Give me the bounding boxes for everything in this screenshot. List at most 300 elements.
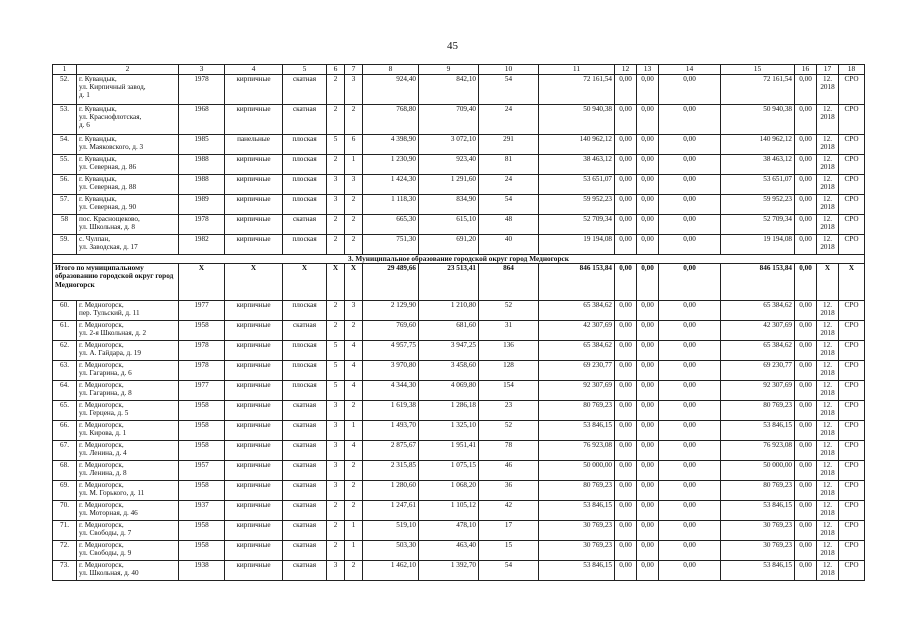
row-total-area: 1 462,10	[363, 561, 419, 581]
row-wall-material: кирпичные	[225, 481, 283, 501]
row-residents: 78	[479, 441, 539, 461]
row-method: СРО	[839, 481, 865, 501]
row-c14: 0,00	[659, 461, 721, 481]
row-residents: 24	[479, 104, 539, 134]
row-term: 12. 2018	[817, 321, 839, 341]
row-roof-type: скатная	[283, 401, 327, 421]
column-header-5: 5	[283, 65, 327, 75]
total-c3: X	[179, 264, 225, 301]
row-c12: 0,00	[615, 421, 637, 441]
row-number: 61.	[53, 321, 77, 341]
row-c14: 0,00	[659, 74, 721, 104]
row-entrances: 2	[345, 194, 363, 214]
table-row	[53, 421, 865, 441]
row-floors: 2	[327, 104, 345, 134]
column-header-1: 1	[53, 65, 77, 75]
row-roof-type: скатная	[283, 521, 327, 541]
row-area-premises: 709,40	[419, 104, 479, 134]
total-c15: 846 153,84	[721, 264, 795, 301]
row-number: 68.	[53, 461, 77, 481]
row-entrances: 4	[345, 381, 363, 401]
row-cost: 80 769,23	[539, 401, 615, 421]
row-c13: 0,00	[637, 501, 659, 521]
row-number: 57.	[53, 194, 77, 214]
row-cost: 53 651,07	[539, 174, 615, 194]
row-area-premises: 3 072,10	[419, 134, 479, 154]
row-year: 1977	[179, 381, 225, 401]
row-total-area: 503,30	[363, 541, 419, 561]
row-wall-material: кирпичные	[225, 521, 283, 541]
row-area-premises: 1 392,70	[419, 561, 479, 581]
total-residents: 864	[479, 264, 539, 301]
row-c15: 76 923,08	[721, 441, 795, 461]
row-c13: 0,00	[637, 361, 659, 381]
row-c12: 0,00	[615, 174, 637, 194]
row-year: 1958	[179, 481, 225, 501]
row-entrances: 3	[345, 74, 363, 104]
row-residents: 54	[479, 561, 539, 581]
row-entrances: 2	[345, 501, 363, 521]
row-residents: 52	[479, 421, 539, 441]
row-cost: 59 952,23	[539, 194, 615, 214]
row-c12: 0,00	[615, 561, 637, 581]
row-residents: 46	[479, 461, 539, 481]
row-c12: 0,00	[615, 301, 637, 321]
table-body-mednogorsk	[53, 301, 865, 581]
row-entrances: 4	[345, 361, 363, 381]
row-c14: 0,00	[659, 381, 721, 401]
table-row	[53, 74, 865, 104]
row-method: СРО	[839, 134, 865, 154]
row-entrances: 6	[345, 134, 363, 154]
row-total-area: 768,80	[363, 104, 419, 134]
total-c18: X	[839, 264, 865, 301]
row-area-premises: 842,10	[419, 74, 479, 104]
row-entrances: 2	[345, 321, 363, 341]
row-c15: 72 161,54	[721, 74, 795, 104]
row-wall-material: кирпичные	[225, 561, 283, 581]
row-wall-material: кирпичные	[225, 214, 283, 234]
row-c13: 0,00	[637, 441, 659, 461]
row-c12: 0,00	[615, 361, 637, 381]
row-entrances: 1	[345, 154, 363, 174]
row-residents: 81	[479, 154, 539, 174]
row-entrances: 3	[345, 301, 363, 321]
row-total-area: 1 247,61	[363, 501, 419, 521]
row-term: 12. 2018	[817, 421, 839, 441]
row-wall-material: кирпичные	[225, 461, 283, 481]
row-address: г. Медногорск, ул. М. Горького, д. 11	[77, 481, 179, 501]
row-residents: 54	[479, 194, 539, 214]
table-row	[53, 521, 865, 541]
row-c14: 0,00	[659, 541, 721, 561]
row-area-premises: 681,60	[419, 321, 479, 341]
row-floors: 2	[327, 154, 345, 174]
row-c15: 53 846,15	[721, 421, 795, 441]
row-residents: 15	[479, 541, 539, 561]
row-c16: 0,00	[795, 521, 817, 541]
row-c15: 53 651,07	[721, 174, 795, 194]
row-entrances: 1	[345, 521, 363, 541]
table-row	[53, 301, 865, 321]
row-wall-material: кирпичные	[225, 154, 283, 174]
row-c13: 0,00	[637, 481, 659, 501]
row-roof-type: плоская	[283, 361, 327, 381]
table-row	[53, 214, 865, 234]
total-c6: X	[327, 264, 345, 301]
row-wall-material: кирпичные	[225, 401, 283, 421]
total-c13: 0,00	[637, 264, 659, 301]
row-method: СРО	[839, 234, 865, 254]
row-roof-type: плоская	[283, 234, 327, 254]
total-c16: 0,00	[795, 264, 817, 301]
row-cost: 65 384,62	[539, 341, 615, 361]
row-residents: 17	[479, 521, 539, 541]
row-roof-type: скатная	[283, 321, 327, 341]
row-method: СРО	[839, 461, 865, 481]
row-floors: 3	[327, 421, 345, 441]
column-header-16: 16	[795, 65, 817, 75]
row-floors: 2	[327, 234, 345, 254]
row-number: 63.	[53, 361, 77, 381]
row-c15: 80 769,23	[721, 481, 795, 501]
row-area-premises: 1 210,80	[419, 301, 479, 321]
row-c12: 0,00	[615, 74, 637, 104]
row-residents: 291	[479, 134, 539, 154]
row-roof-type: скатная	[283, 441, 327, 461]
row-residents: 40	[479, 234, 539, 254]
total-row	[53, 264, 865, 301]
row-c15: 69 230,77	[721, 361, 795, 381]
row-c12: 0,00	[615, 381, 637, 401]
column-header-10: 10	[479, 65, 539, 75]
row-c12: 0,00	[615, 154, 637, 174]
column-header-17: 17	[817, 65, 839, 75]
row-floors: 5	[327, 381, 345, 401]
row-year: 1958	[179, 541, 225, 561]
row-method: СРО	[839, 441, 865, 461]
row-year: 1988	[179, 174, 225, 194]
row-c15: 42 307,69	[721, 321, 795, 341]
row-residents: 154	[479, 381, 539, 401]
row-residents: 54	[479, 74, 539, 104]
table-body-kuvandyk	[53, 74, 865, 254]
row-number: 69.	[53, 481, 77, 501]
row-area-premises: 691,20	[419, 234, 479, 254]
row-method: СРО	[839, 214, 865, 234]
row-address: г. Медногорск, ул. Герцена, д. 5	[77, 401, 179, 421]
row-c13: 0,00	[637, 234, 659, 254]
row-wall-material: кирпичные	[225, 541, 283, 561]
row-residents: 52	[479, 301, 539, 321]
row-year: 1957	[179, 461, 225, 481]
row-c14: 0,00	[659, 234, 721, 254]
table-body-section	[53, 254, 865, 300]
row-roof-type: скатная	[283, 501, 327, 521]
row-floors: 5	[327, 341, 345, 361]
row-number: 67.	[53, 441, 77, 461]
row-c16: 0,00	[795, 194, 817, 214]
row-area-premises: 1 075,15	[419, 461, 479, 481]
row-c15: 53 846,15	[721, 501, 795, 521]
table-row	[53, 441, 865, 461]
row-c13: 0,00	[637, 421, 659, 441]
total-area2: 23 513,41	[419, 264, 479, 301]
row-address: г. Медногорск, ул. Моторная, д. 46	[77, 501, 179, 521]
row-year: 1958	[179, 421, 225, 441]
row-c16: 0,00	[795, 154, 817, 174]
row-number: 58	[53, 214, 77, 234]
row-c15: 19 194,08	[721, 234, 795, 254]
row-method: СРО	[839, 194, 865, 214]
row-floors: 5	[327, 134, 345, 154]
row-address: пос. Краснощеково, ул. Школьная, д. 8	[77, 214, 179, 234]
row-total-area: 665,30	[363, 214, 419, 234]
column-header-14: 14	[659, 65, 721, 75]
row-term: 12. 2018	[817, 234, 839, 254]
row-cost: 69 230,77	[539, 361, 615, 381]
table-row	[53, 194, 865, 214]
row-address: г. Медногорск, ул. Свободы, д. 9	[77, 541, 179, 561]
row-cost: 42 307,69	[539, 321, 615, 341]
section-title-row	[53, 254, 865, 263]
row-area-premises: 463,40	[419, 541, 479, 561]
row-wall-material: кирпичные	[225, 341, 283, 361]
row-wall-material: кирпичные	[225, 104, 283, 134]
total-area: 29 489,66	[363, 264, 419, 301]
row-c12: 0,00	[615, 401, 637, 421]
row-c15: 53 846,15	[721, 561, 795, 581]
row-residents: 23	[479, 401, 539, 421]
row-cost: 53 846,15	[539, 421, 615, 441]
row-c16: 0,00	[795, 381, 817, 401]
row-residents: 136	[479, 341, 539, 361]
row-c15: 80 769,23	[721, 401, 795, 421]
row-area-premises: 3 458,60	[419, 361, 479, 381]
row-total-area: 1 230,90	[363, 154, 419, 174]
row-year: 1958	[179, 401, 225, 421]
row-c16: 0,00	[795, 481, 817, 501]
row-c14: 0,00	[659, 104, 721, 134]
row-year: 1985	[179, 134, 225, 154]
row-entrances: 2	[345, 461, 363, 481]
row-c14: 0,00	[659, 481, 721, 501]
row-floors: 2	[327, 521, 345, 541]
row-c16: 0,00	[795, 501, 817, 521]
row-roof-type: скатная	[283, 104, 327, 134]
column-header-3: 3	[179, 65, 225, 75]
row-c16: 0,00	[795, 441, 817, 461]
row-address: г. Кувандык, ул. Маяковского, д. 3	[77, 134, 179, 154]
row-c13: 0,00	[637, 521, 659, 541]
row-area-premises: 1 951,41	[419, 441, 479, 461]
row-c14: 0,00	[659, 441, 721, 461]
row-total-area: 4 957,75	[363, 341, 419, 361]
table-row	[53, 561, 865, 581]
row-roof-type: скатная	[283, 74, 327, 104]
row-method: СРО	[839, 421, 865, 441]
table-row	[53, 154, 865, 174]
row-address: г. Медногорск, ул. 2-я Школьная, д. 2	[77, 321, 179, 341]
row-floors: 2	[327, 501, 345, 521]
row-c15: 50 000,00	[721, 461, 795, 481]
row-year: 1982	[179, 234, 225, 254]
row-cost: 50 000,00	[539, 461, 615, 481]
row-c15: 140 962,12	[721, 134, 795, 154]
row-area-premises: 1 068,20	[419, 481, 479, 501]
row-year: 1978	[179, 74, 225, 104]
row-c14: 0,00	[659, 521, 721, 541]
row-total-area: 1 118,30	[363, 194, 419, 214]
row-total-area: 751,30	[363, 234, 419, 254]
row-c14: 0,00	[659, 174, 721, 194]
row-number: 62.	[53, 341, 77, 361]
row-cost: 92 307,69	[539, 381, 615, 401]
table-row	[53, 501, 865, 521]
row-c12: 0,00	[615, 501, 637, 521]
row-method: СРО	[839, 541, 865, 561]
row-wall-material: кирпичные	[225, 501, 283, 521]
row-floors: 3	[327, 441, 345, 461]
row-term: 12. 2018	[817, 521, 839, 541]
row-wall-material: кирпичные	[225, 301, 283, 321]
column-header-7: 7	[345, 65, 363, 75]
row-number: 70.	[53, 501, 77, 521]
row-c16: 0,00	[795, 234, 817, 254]
row-c14: 0,00	[659, 134, 721, 154]
total-c17: X	[817, 264, 839, 301]
row-address: г. Медногорск, ул. А. Гайдара, д. 19	[77, 341, 179, 361]
column-number-row	[53, 65, 865, 75]
row-address: г. Медногорск, ул. Ленина, д. 8	[77, 461, 179, 481]
row-c13: 0,00	[637, 561, 659, 581]
row-entrances: 2	[345, 401, 363, 421]
row-c16: 0,00	[795, 104, 817, 134]
row-address: г. Кувандык, ул. Северная, д. 90	[77, 194, 179, 214]
row-term: 12. 2018	[817, 194, 839, 214]
row-cost: 38 463,12	[539, 154, 615, 174]
row-c14: 0,00	[659, 214, 721, 234]
total-c4: X	[225, 264, 283, 301]
column-header-15: 15	[721, 65, 795, 75]
row-term: 12. 2018	[817, 481, 839, 501]
row-year: 1937	[179, 501, 225, 521]
row-number: 65.	[53, 401, 77, 421]
row-roof-type: плоская	[283, 154, 327, 174]
row-entrances: 1	[345, 541, 363, 561]
row-term: 12. 2018	[817, 441, 839, 461]
row-year: 1938	[179, 561, 225, 581]
row-floors: 3	[327, 481, 345, 501]
row-entrances: 1	[345, 421, 363, 441]
row-c15: 30 769,23	[721, 521, 795, 541]
row-total-area: 4 344,30	[363, 381, 419, 401]
row-address: г. Медногорск, пер. Тульский, д. 11	[77, 301, 179, 321]
row-floors: 3	[327, 194, 345, 214]
row-wall-material: кирпичные	[225, 421, 283, 441]
row-c14: 0,00	[659, 361, 721, 381]
row-c12: 0,00	[615, 104, 637, 134]
row-cost: 80 769,23	[539, 481, 615, 501]
row-roof-type: скатная	[283, 214, 327, 234]
row-method: СРО	[839, 174, 865, 194]
row-method: СРО	[839, 501, 865, 521]
table-row	[53, 381, 865, 401]
row-c16: 0,00	[795, 174, 817, 194]
row-cost: 50 940,38	[539, 104, 615, 134]
row-address: г. Кувандык, ул. Краснофлотская, д. 6	[77, 104, 179, 134]
row-residents: 42	[479, 501, 539, 521]
row-c15: 52 709,34	[721, 214, 795, 234]
page-number: 45	[447, 40, 458, 52]
row-cost: 30 769,23	[539, 521, 615, 541]
row-entrances: 2	[345, 104, 363, 134]
row-c12: 0,00	[615, 461, 637, 481]
row-c12: 0,00	[615, 341, 637, 361]
row-c12: 0,00	[615, 441, 637, 461]
row-term: 12. 2018	[817, 461, 839, 481]
row-cost: 30 769,23	[539, 541, 615, 561]
row-roof-type: плоская	[283, 341, 327, 361]
row-c13: 0,00	[637, 134, 659, 154]
row-roof-type: скатная	[283, 421, 327, 441]
row-roof-type: плоская	[283, 381, 327, 401]
row-cost: 140 962,12	[539, 134, 615, 154]
total-c12: 0,00	[615, 264, 637, 301]
row-method: СРО	[839, 301, 865, 321]
row-year: 1968	[179, 104, 225, 134]
row-term: 12. 2018	[817, 174, 839, 194]
row-address: г. Медногорск, ул. Ленина, д. 4	[77, 441, 179, 461]
row-entrances: 2	[345, 214, 363, 234]
row-total-area: 519,10	[363, 521, 419, 541]
row-residents: 36	[479, 481, 539, 501]
row-total-area: 4 398,90	[363, 134, 419, 154]
row-term: 12. 2018	[817, 361, 839, 381]
table-row	[53, 234, 865, 254]
row-cost: 19 194,08	[539, 234, 615, 254]
row-c13: 0,00	[637, 381, 659, 401]
row-wall-material: кирпичные	[225, 441, 283, 461]
row-c13: 0,00	[637, 214, 659, 234]
row-term: 12. 2018	[817, 214, 839, 234]
row-c16: 0,00	[795, 361, 817, 381]
table-row	[53, 481, 865, 501]
row-number: 71.	[53, 521, 77, 541]
row-cost: 76 923,08	[539, 441, 615, 461]
row-total-area: 1 424,30	[363, 174, 419, 194]
row-roof-type: плоская	[283, 134, 327, 154]
housing-register-table	[52, 64, 865, 581]
row-c16: 0,00	[795, 301, 817, 321]
row-c14: 0,00	[659, 301, 721, 321]
row-c14: 0,00	[659, 501, 721, 521]
row-number: 53.	[53, 104, 77, 134]
row-year: 1978	[179, 214, 225, 234]
row-wall-material: кирпичные	[225, 361, 283, 381]
row-method: СРО	[839, 74, 865, 104]
row-c13: 0,00	[637, 401, 659, 421]
row-c15: 59 952,23	[721, 194, 795, 214]
column-header-11: 11	[539, 65, 615, 75]
row-c16: 0,00	[795, 421, 817, 441]
row-year: 1958	[179, 321, 225, 341]
row-term: 12. 2018	[817, 401, 839, 421]
row-total-area: 2 875,67	[363, 441, 419, 461]
row-number: 73.	[53, 561, 77, 581]
total-c5: X	[283, 264, 327, 301]
row-roof-type: скатная	[283, 561, 327, 581]
